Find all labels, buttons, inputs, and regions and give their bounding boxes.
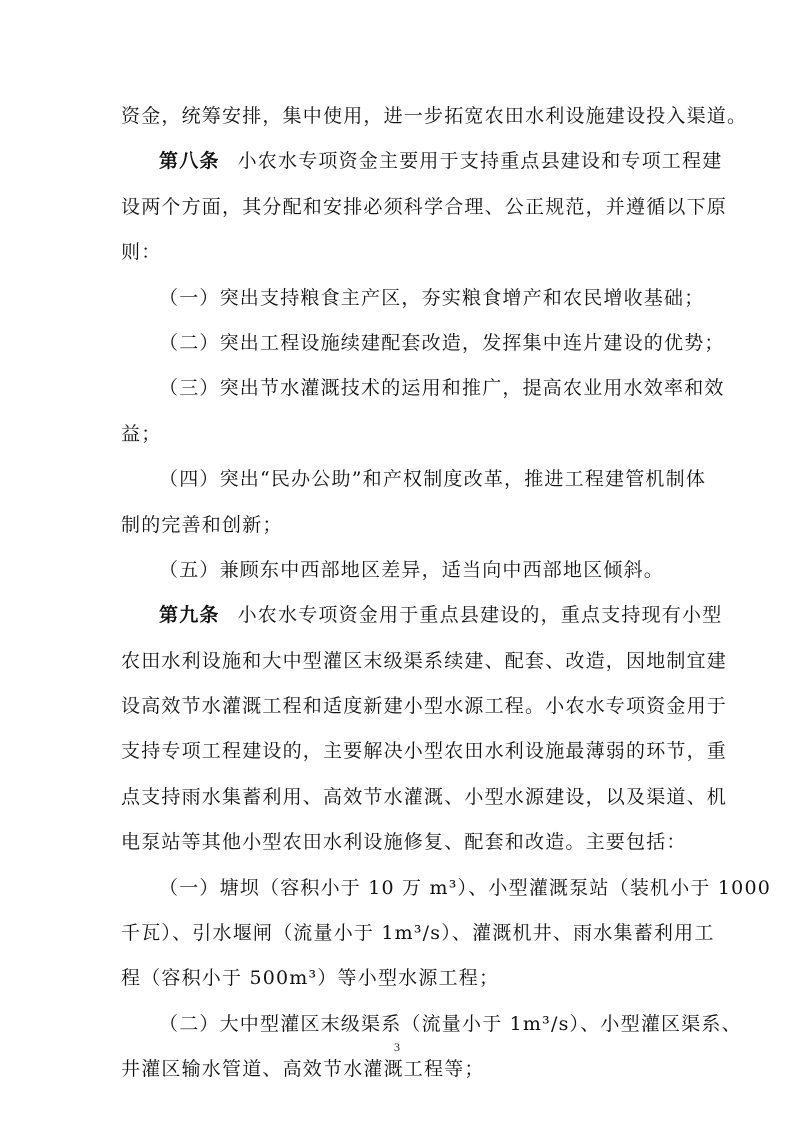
text-line [121, 503, 681, 548]
text-line [121, 684, 728, 729]
text-line [121, 729, 728, 774]
line-text: 设高效节水灌溉工程和适度新建小型水源工程。小农水专项资金用于 [121, 695, 728, 718]
article-line [121, 593, 723, 638]
line-text: 井灌区输水管道、高效节水灌溉工程等； [121, 1058, 485, 1081]
article-heading: 第八条 [159, 150, 220, 173]
text-line [121, 94, 748, 139]
article-heading: 第九条 [159, 604, 220, 627]
line-text: （二）大中型灌区末级渠系（流量小于 1m³/s）、小型灌区渠系、 [159, 1012, 742, 1035]
text-line [121, 366, 725, 411]
text-line [121, 639, 728, 684]
text-line [121, 276, 705, 321]
text-line [121, 185, 728, 230]
text-line [121, 321, 725, 366]
text-line [121, 775, 728, 820]
line-text: 设两个方面，其分配和安排必须科学合理、公正规范，并遵循以下原 [121, 195, 728, 218]
line-text: 益； [121, 422, 162, 445]
text-line [121, 548, 681, 593]
line-text: 小农水专项资金用于重点县建设的，重点支持现有小型 [237, 604, 723, 627]
line-text: 程（容积小于 500m³）等小型水源工程； [121, 967, 500, 990]
text-line [121, 230, 681, 275]
line-text: 农田水利设施和大中型灌区末级渠系续建、配套、改造，因地制宜建 [121, 649, 728, 672]
line-text: （一）突出支持粮食主产区，夯实粮食增产和农民增收基础； [159, 286, 705, 309]
line-text: 千瓦）、引水堰闸（流量小于 1m³/s）、灌溉机井、雨水集蓄利用工 [121, 922, 715, 945]
line-text: （四）突出“民办公助”和产权制度改革，推进工程建管机制体 [159, 468, 707, 491]
article-line [121, 139, 723, 184]
page-number: 3 [394, 1040, 400, 1054]
text-line [121, 820, 687, 865]
line-text: 支持专项工程建设的，主要解决小型农田水利设施最薄弱的环节，重 [121, 740, 728, 763]
line-text: 点支持雨水集蓄利用、高效节水灌溉、小型水源建设，以及渠道、机 [121, 785, 728, 808]
text-line [121, 412, 681, 457]
line-text: 电泵站等其他小型农田水利设施修复、配套和改造。主要包括： [121, 831, 687, 854]
line-text: （二）突出工程设施续建配套改造，发挥集中连片建设的优势； [159, 331, 725, 354]
line-text: 资金，统筹安排，集中使用，进一步拓宽农田水利设施建设投入渠道。 [121, 105, 748, 127]
line-text: （一）塘坝（容积小于 10 万 m³）、小型灌溉泵站（装机小于 1000 [159, 876, 772, 899]
text-line [121, 956, 681, 1001]
body-text [121, 94, 772, 1093]
line-text: 制的完善和创新； [121, 513, 283, 536]
text-line [121, 866, 772, 911]
line-text: 小农水专项资金主要用于支持重点县建设和专项工程建 [237, 150, 723, 173]
line-text: （三）突出节水灌溉技术的运用和推广，提高农业用水效率和效 [159, 377, 725, 400]
text-line [121, 911, 715, 956]
text-line [121, 457, 707, 502]
line-text: 则： [121, 241, 162, 264]
line-text: （五）兼顾东中西部地区差异，适当向中西部地区倾斜。 [159, 558, 665, 581]
